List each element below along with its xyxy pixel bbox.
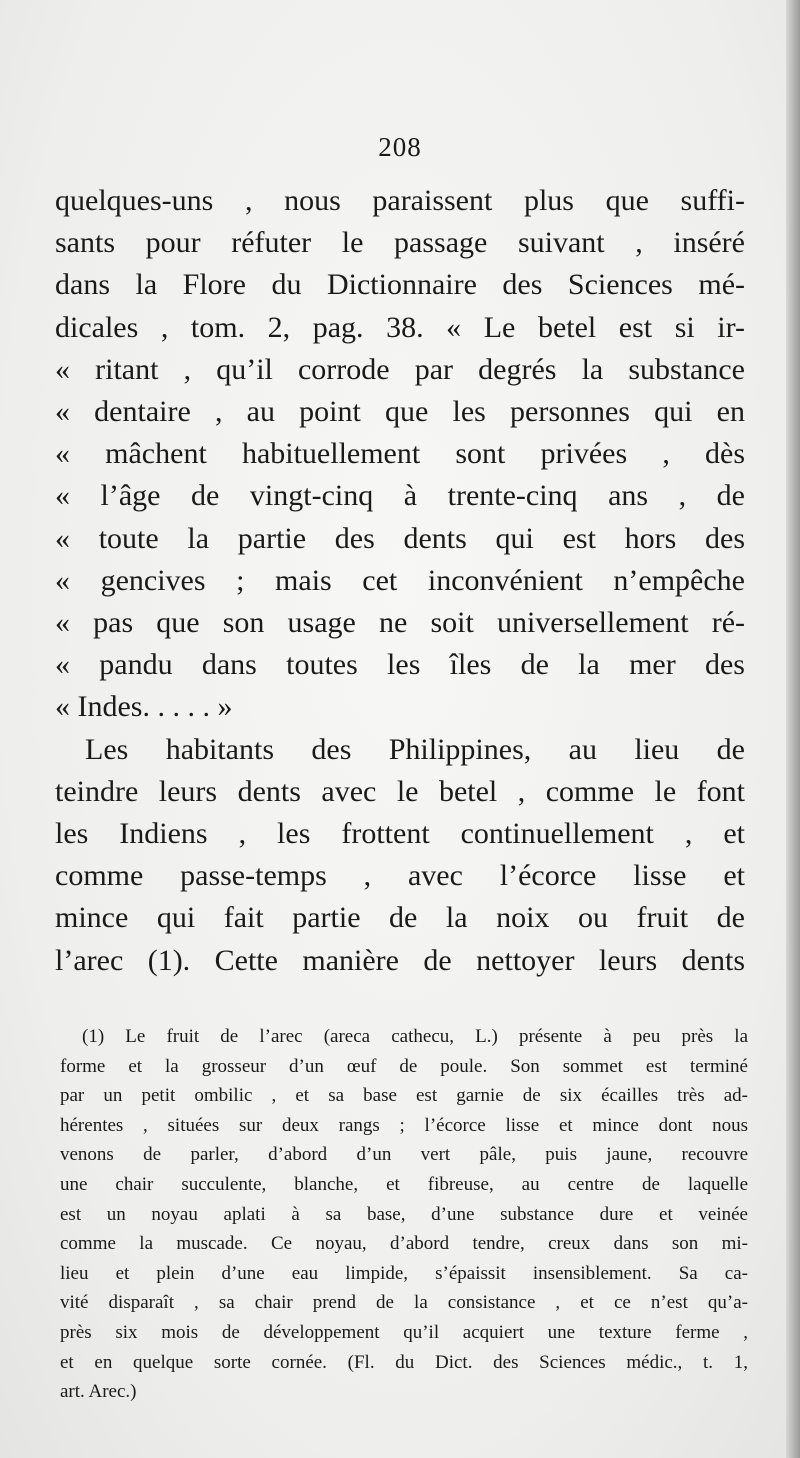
footnote-line: par un petit ombilic , et sa base est garnie de six écailles très ad- bbox=[60, 1085, 748, 1107]
text-line: « pas que son usage ne soit universellement ré- bbox=[55, 606, 745, 640]
text-line: « toute la partie des dents qui est hors des bbox=[55, 521, 745, 555]
text-line: « ritant , qu’il corrode par degrés la substance bbox=[55, 352, 745, 386]
text-line: dans la Flore du Dictionnaire des Sciences mé- bbox=[55, 268, 745, 302]
footnote-line: est un noyau aplati à sa base, d’une substance dure et veinée bbox=[60, 1203, 748, 1225]
footnote-line: comme la muscade. Ce noyau, d’abord tendre, creux dans son mi- bbox=[60, 1233, 748, 1255]
footnote-line: (1) Le fruit de l’arec (areca cathecu, L.) présente à peu près la bbox=[82, 1026, 748, 1047]
page-edge-shadow bbox=[786, 0, 800, 1458]
text-line: « l’âge de vingt-cinq à trente-cinq ans , de bbox=[55, 479, 745, 513]
footnote-line: art. Arec.) bbox=[60, 1381, 137, 1403]
footnote-line: hérentes , situées sur deux rangs ; l’écorce lisse et mince dont nous bbox=[60, 1114, 748, 1136]
footnote-line: forme et la grosseur d’un œuf de poule. Son sommet est terminé bbox=[60, 1055, 748, 1077]
text-line: teindre leurs dents avec le betel , comme le font bbox=[55, 774, 745, 808]
footnote-line: et en quelque sorte cornée. (Fl. du Dict. des Sciences médic., t. 1, bbox=[60, 1351, 748, 1373]
main-text bbox=[55, 180, 745, 982]
footnote-line: lieu et plein d’une eau limpide, s’épaissit insensiblement. Sa ca- bbox=[60, 1262, 748, 1284]
text-line: mince qui fait partie de la noix ou fruit de bbox=[55, 901, 745, 935]
footnote-line: vité disparaît , sa chair prend de la consistance , et ce n’est qu’a- bbox=[60, 1292, 748, 1314]
text-line: sants pour réfuter le passage suivant , inséré bbox=[55, 226, 745, 260]
text-line: « Indes. . . . . » bbox=[55, 690, 233, 724]
paragraph-start-line: Les habitants des Philippines, au lieu de bbox=[85, 732, 745, 766]
footnote-line: une chair succulente, blanche, et fibreuse, au centre de laquelle bbox=[60, 1173, 748, 1195]
text-line: comme passe-temps , avec l’écorce lisse et bbox=[55, 859, 745, 893]
text-line: l’arec (1). Cette manière de nettoyer leurs dents bbox=[55, 943, 745, 977]
footnote-line: venons de parler, d’abord d’un vert pâle, puis jaune, recouvre bbox=[60, 1144, 748, 1166]
text-line: dicales , tom. 2, pag. 38. « Le betel est si ir- bbox=[55, 310, 745, 344]
page-number: 208 bbox=[378, 132, 422, 162]
text-line: « pandu dans toutes les îles de la mer des bbox=[55, 648, 745, 682]
footnote bbox=[60, 1022, 748, 1407]
text-line: les Indiens , les frottent continuellement , et bbox=[55, 817, 745, 851]
text-line: quelques-uns , nous paraissent plus que suffi- bbox=[55, 184, 745, 217]
footnote-line: près six mois de développement qu’il acquiert une texture ferme , bbox=[60, 1321, 748, 1343]
text-line: « gencives ; mais cet inconvénient n’empêche bbox=[55, 563, 745, 597]
text-line: « mâchent habituellement sont privées , dès bbox=[55, 437, 745, 471]
text-line: « dentaire , au point que les personnes qui en bbox=[55, 395, 745, 429]
